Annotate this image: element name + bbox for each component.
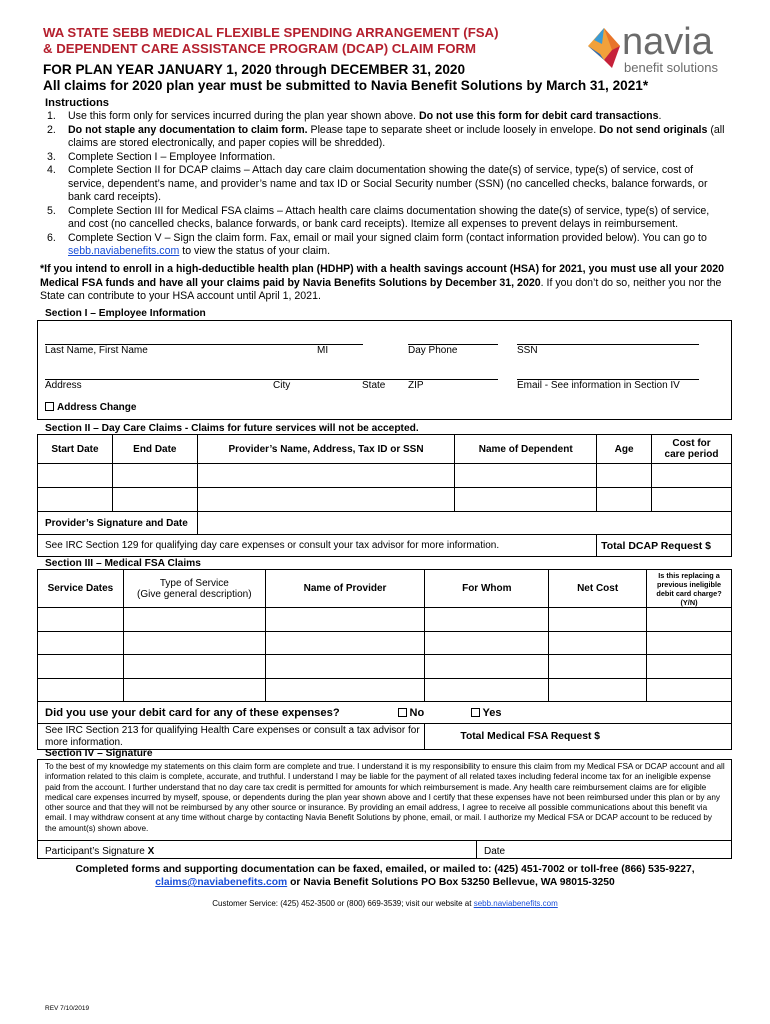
state-label: State <box>362 380 386 391</box>
debit-yes-option[interactable]: Yes <box>471 707 502 719</box>
dcap-claims-table <box>37 434 732 557</box>
col-cost: Cost for care period <box>652 435 732 464</box>
table-row[interactable] <box>38 608 732 632</box>
participant-signature-field[interactable]: Participant’s Signature X <box>45 846 155 857</box>
instruction-item: 6. Complete Section V – Sign the claim form. Fax, email or mail your signed claim form (contact information provided below). You can go to sebb.naviabenefits.com to view the status of your claim. <box>47 231 707 257</box>
form-title-line2: & DEPENDENT CARE ASSISTANCE PROGRAM (DCAP) CLAIM FORM <box>43 41 476 56</box>
claim-deadline: All claims for 2020 plan year must be submitted to Navia Benefit Solutions by March 31, 2021* <box>43 78 649 93</box>
plan-year: FOR PLAN YEAR JANUARY 1, 2020 through DECEMBER 31, 2020 <box>43 62 466 77</box>
table-row[interactable] <box>38 655 732 679</box>
col-net-cost: Net Cost <box>549 570 647 608</box>
section1-title: Section I – Employee Information <box>45 308 206 319</box>
instruction-item: 5. Complete Section III for Medical FSA claims – Attach health care claims documentation showing the date(s) of service, type(s) of service, and cost (no cancelled checks, balance forwards, or bank card receipts). Itemize all expenses to prevent delays in reimbursement. <box>47 204 710 230</box>
signature-date-field[interactable]: Date <box>484 846 506 857</box>
instruction-item: 1. Use this form only for services incurred during the plan year shown above. Do not use this form for debit card transactions. <box>47 110 662 122</box>
navia-logo-tagline: benefit solutions <box>624 60 718 75</box>
irc-213-note: See IRC Section 213 for qualifying Health Care expenses or consult a tax advisor for more information. <box>38 724 425 750</box>
address-change-checkbox[interactable] <box>45 402 54 411</box>
email-label: Email - See information in Section IV <box>517 380 680 391</box>
certification-text: To the best of my knowledge my statements on this claim form are complete and true. I understand it is my responsibility to ensure this claim from my Medical FSA or DCAP account and all information related to this claim is complete, accurate, and truthful. I understand I may be liable for the payment of all related taxes including federal income tax for an ineligible expense paid from the account. I further understand that no day care tax credit is permitted for amounts for which reimbursement is made. Any health care reimbursement claims are for eligible medical care expenses incurred by myself, spouse, or dependents during the plan year shown above and I certify that these expenses have not been reimbursed under this plan or by any other source and that they will not be reimbursed by any other source or insurance. By providing an email address, I agree to receive all possible communications about this benefit via email. I may withdraw consent at any time without charge by contacting Navia Benefit Solutions by phone, email, or mail. I authorize my Medical FSA or DCAP account to be reduced by the amount(s) shown above. <box>45 762 725 833</box>
debit-card-question-row <box>38 702 732 724</box>
section4-title: Section IV – Signature <box>45 748 153 759</box>
claims-email-link[interactable]: claims@naviabenefits.com <box>155 877 288 888</box>
instructions-list <box>47 110 727 259</box>
address-line[interactable] <box>45 379 498 380</box>
table-row[interactable] <box>38 488 732 512</box>
mi-label: MI <box>317 345 329 356</box>
col-start-date: Start Date <box>38 435 113 464</box>
ssn-line[interactable] <box>517 344 699 345</box>
provider-signature-label: Provider’s Signature and Date <box>38 512 198 535</box>
zip-label: ZIP <box>408 380 424 391</box>
navia-logo-wordmark: navia <box>622 21 713 63</box>
hdhp-note: *If you intend to enroll in a high-deductible health plan (HDHP) with a health savings account (HSA) for 2021, you must use all your 2020 Medical FSA funds and have all your claims paid by Navia Benefits Solutions by December 31, 2020. If you don’t do so, neither you nor the State can contribute to your HSA account until April 1, 2021. <box>40 263 724 302</box>
address-label: Address <box>45 380 82 391</box>
total-medical-fsa-request[interactable]: Total Medical FSA Request $ <box>425 724 732 750</box>
section3-title: Section III – Medical FSA Claims <box>45 558 201 569</box>
col-replacing-charge: Is this replacing a previous ineligible debit card charge? (Y/N) <box>647 570 732 608</box>
col-type-of-service: Type of Service (Give general description) <box>123 570 265 608</box>
instructions-heading: Instructions <box>45 97 110 109</box>
section2-title: Section II – Day Care Claims - Claims for future services will not be accepted. <box>45 423 419 434</box>
col-for-whom: For Whom <box>425 570 549 608</box>
col-dependent: Name of Dependent <box>455 435 597 464</box>
form-title-line1: WA STATE SEBB MEDICAL FLEXIBLE SPENDING ARRANGEMENT (FSA) <box>43 25 499 40</box>
col-end-date: End Date <box>112 435 197 464</box>
debit-yes-checkbox[interactable] <box>471 708 480 717</box>
signature-divider <box>38 840 731 841</box>
day-phone-label: Day Phone <box>408 345 458 356</box>
debit-no-option[interactable]: No <box>398 707 425 719</box>
address-change-option[interactable]: Address Change <box>45 402 136 413</box>
status-link[interactable]: sebb.naviabenefits.com <box>68 245 180 257</box>
col-age: Age <box>597 435 652 464</box>
section1-box <box>37 320 732 420</box>
medical-fsa-table <box>37 569 732 750</box>
city-label: City <box>273 380 291 391</box>
table-row[interactable] <box>38 464 732 488</box>
instruction-item: 2. Do not staple any documentation to claim form. Please tape to separate sheet or include loosely in envelope. Do not send originals (all claims are stored electronically, and paper copies will be shredded). <box>47 123 725 149</box>
col-service-dates: Service Dates <box>38 570 124 608</box>
debit-card-question: Did you use your debit card for any of these expenses? <box>45 706 340 719</box>
col-name-of-provider: Name of Provider <box>265 570 425 608</box>
irc-129-note: See IRC Section 129 for qualifying day care expenses or consult your tax advisor for more information. <box>38 535 597 557</box>
provider-signature-field[interactable] <box>197 512 731 535</box>
signature-box <box>37 759 732 859</box>
table-row[interactable] <box>38 679 732 702</box>
revision-label: REV 7/10/2019 <box>45 1005 90 1012</box>
debit-no-checkbox[interactable] <box>398 708 407 717</box>
date-divider <box>476 840 477 859</box>
navia-logo <box>582 20 732 80</box>
last-first-name-label: Last Name, First Name <box>45 345 148 356</box>
submission-instructions: Completed forms and supporting documentation can be faxed, emailed, or mailed to: (425) 451-7002 or toll-free (866) 535-9227, claims@naviabenefits.com or Navia Benefit Solutions PO Box 53250 Bellevue, WA 98015-3250 <box>75 864 695 888</box>
total-dcap-request[interactable]: Total DCAP Request $ <box>597 535 732 557</box>
instruction-item: 3. Complete Section I – Employee Information. <box>47 150 276 163</box>
customer-service: Customer Service: (425) 452-3500 or (800) 669-3539; visit our website at sebb.naviabenefits.com <box>212 899 558 908</box>
table-row[interactable] <box>38 632 732 655</box>
instruction-item: 4. Complete Section II for DCAP claims – Attach day care claim documentation showing the date(s) of service, type(s) of service, cost of service, dependent’s name, and provider’s name and tax ID or Social Security number (SSN) (no cancelled checks, balance forwards, or bank card receipts). <box>47 164 708 203</box>
ssn-label: SSN <box>517 345 538 356</box>
col-provider: Provider’s Name, Address, Tax ID or SSN <box>197 435 455 464</box>
website-link[interactable]: sebb.naviabenefits.com <box>473 899 558 908</box>
